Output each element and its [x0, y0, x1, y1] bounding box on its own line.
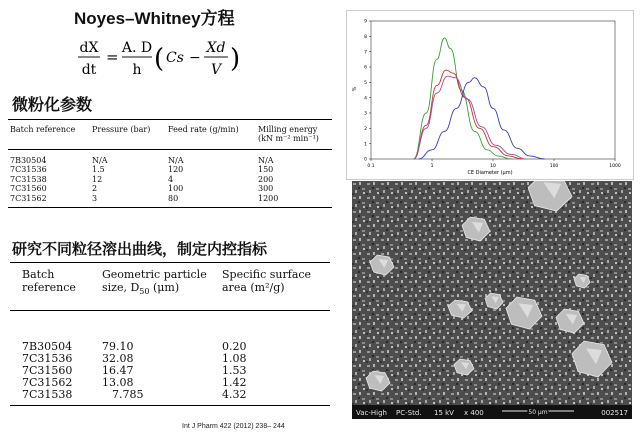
cell: 2 — [92, 184, 98, 194]
sem-detector-mode: PC-Std. — [396, 409, 422, 417]
cell: 16.47 — [102, 364, 134, 378]
eq-paren-open: ( — [154, 44, 165, 74]
cell: N/A — [92, 156, 108, 165]
y-tick-label: 5 — [364, 80, 367, 86]
table-row — [8, 150, 332, 166]
citation: Int J Pharm 422 (2012) 238– 244 — [182, 423, 285, 430]
eq-cs: Cs — [166, 50, 184, 66]
cell: 32.08 — [102, 352, 134, 366]
cell: 4 — [168, 174, 174, 184]
table2-header-rule — [10, 310, 330, 311]
eq-paren-close: ) — [230, 44, 241, 74]
chart-plot-frame — [371, 21, 615, 159]
table-header-row — [10, 263, 330, 299]
eq-equals: = — [106, 48, 119, 66]
col-pressure: Pressure (bar) — [92, 125, 151, 134]
col-ssa-line1: Specific surface — [222, 268, 312, 281]
sem-image-id: 002517 — [601, 409, 628, 417]
col-size-suffix: (μm) — [149, 281, 180, 294]
table-row — [10, 389, 330, 406]
cell: 79.10 — [102, 340, 134, 354]
section-heading-dissolution: 研究不同粒径溶出曲线，制定内控指标 — [12, 240, 268, 258]
y-tick-label: 7 — [364, 50, 367, 56]
cell: 1.53 — [222, 364, 247, 378]
table-row — [8, 165, 332, 174]
table-row — [8, 194, 332, 208]
cell: 7.785 — [98, 389, 218, 406]
col-milling-energy — [256, 120, 332, 150]
cell: 150 — [258, 165, 274, 175]
cell: 1200 — [258, 193, 279, 203]
cell: 1.42 — [222, 376, 247, 390]
chart-y-axis-label: % — [352, 86, 358, 92]
cell: 300 — [258, 184, 274, 194]
col-size-sub: 50 — [139, 287, 150, 297]
col-specific-surface-area — [218, 263, 330, 299]
y-tick-label: 1 — [364, 142, 367, 148]
slide-title: Noyes–Whitney方程 — [74, 9, 235, 28]
eq-minus: − — [189, 50, 201, 66]
cell: N/A — [258, 156, 274, 165]
chart-x-axis-label: CE Diameter (μm) — [467, 170, 513, 176]
cell: 4.32 — [218, 389, 330, 406]
x-tick-label: 10 — [490, 164, 496, 169]
noyes-whitney-equation — [78, 36, 248, 84]
col-geometric-particle-size — [98, 263, 218, 299]
x-tick-label: 100 — [549, 164, 559, 169]
eq-lhs-denominator: dt — [81, 62, 97, 78]
cell: 12 — [92, 174, 103, 184]
cell: 1.5 — [92, 165, 105, 175]
cell: 1.08 — [222, 352, 247, 366]
col-ssa-line2: area (m²/g) — [222, 281, 285, 294]
y-tick-label: 3 — [364, 111, 367, 117]
cell: 13.08 — [102, 376, 134, 390]
col-size-line2 — [102, 281, 214, 298]
cell: 100 — [168, 184, 184, 194]
sem-vac-mode: Vac-High — [356, 409, 387, 417]
series-line-4 — [419, 78, 545, 159]
col-batch-line2: reference — [22, 281, 76, 294]
sem-scale-label: 50 μm — [528, 409, 548, 416]
y-tick-label: 4 — [364, 96, 367, 102]
col-feed-rate: Feed rate (g/min) — [168, 125, 239, 134]
cell: 7C31536 — [10, 165, 47, 175]
series-line-1 — [414, 38, 512, 159]
cell: 120 — [168, 165, 184, 175]
series-line-3 — [414, 76, 527, 159]
table-header-row — [8, 120, 332, 150]
col-milling-energy-line2: (kN m⁻² min⁻¹) — [258, 134, 319, 143]
series-line-2 — [414, 70, 522, 159]
cell: 80 — [168, 193, 179, 203]
milling-parameters-table — [8, 119, 332, 208]
sem-voltage: 15 kV — [434, 409, 454, 417]
table-row — [10, 298, 330, 353]
y-tick-label: 0 — [364, 157, 367, 163]
cell: 7C31536 — [22, 352, 73, 366]
cell: 200 — [258, 174, 274, 184]
cell: 3 — [92, 193, 98, 203]
col-milling-energy-line1: Milling energy — [258, 125, 318, 134]
x-tick-label: 1 — [430, 164, 434, 169]
eq-lhs-numerator: dX — [79, 40, 99, 56]
col-size-prefix: size, D — [102, 281, 140, 294]
eq-frac-numerator: A. D — [121, 40, 153, 56]
eq-xd: Xd — [206, 40, 226, 56]
chart-lines — [414, 38, 545, 159]
particle-size-distribution-chart — [346, 10, 634, 180]
section-heading-micronization: 微粉化参数 — [12, 95, 93, 114]
table-row — [8, 184, 332, 193]
x-tick-label: 1000 — [609, 164, 621, 169]
cell: 0.20 — [222, 340, 247, 354]
y-tick-label: 8 — [364, 34, 367, 40]
cell: 7C31538 — [10, 174, 47, 184]
cell: 7C31562 — [22, 376, 73, 390]
sem-micrograph — [352, 181, 632, 419]
particle-size-table — [10, 262, 330, 406]
y-tick-label: 6 — [364, 65, 367, 71]
eq-v: V — [210, 62, 222, 78]
cell: 7C31560 — [10, 184, 47, 194]
col-batch-line1: Batch — [22, 268, 55, 281]
eq-frac-denominator: h — [132, 62, 142, 78]
sem-magnification: x 400 — [464, 409, 484, 417]
table-row — [8, 175, 332, 184]
cell: N/A — [168, 156, 184, 165]
y-tick-label: 2 — [364, 126, 367, 132]
cell: 7B30504 — [22, 340, 73, 354]
col-size-line1: Geometric particle — [102, 268, 207, 281]
cell: 7C31538 — [10, 389, 98, 406]
x-tick-label: 0.1 — [367, 164, 375, 169]
col-batch-reference: Batch reference — [10, 125, 76, 134]
cell: 7B30504 — [10, 156, 47, 165]
y-tick-label: 9 — [364, 19, 367, 25]
cell: 7C31562 — [10, 193, 47, 203]
cell: 7C31560 — [22, 364, 73, 378]
col-batch-reference — [10, 263, 98, 299]
